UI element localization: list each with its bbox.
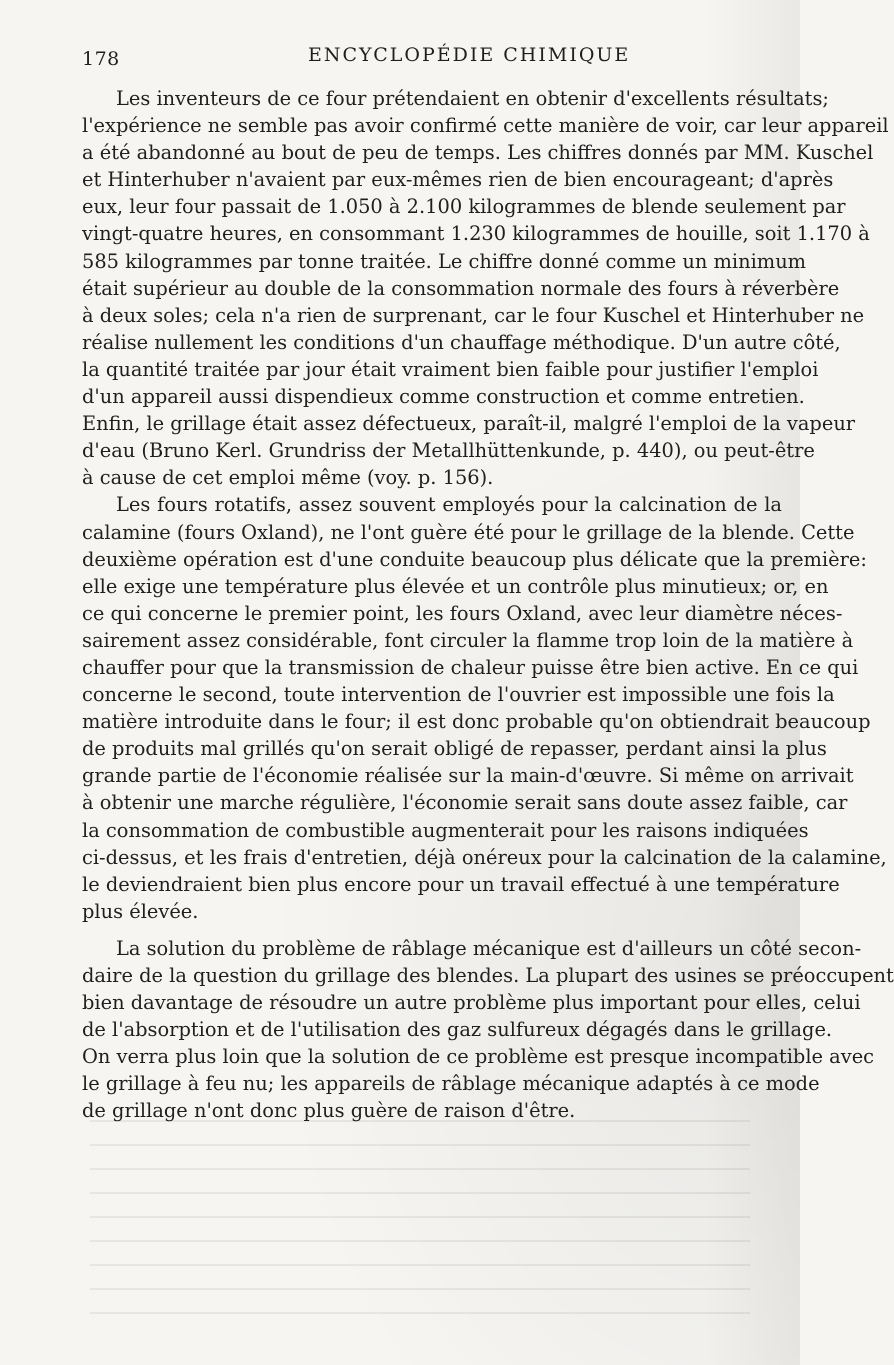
- body-text: [82, 85, 894, 1125]
- text-line: vingt-quatre heures, en consommant 1.230 kilogrammes de houille, soit 1.170 à: [82, 222, 870, 246]
- text-line: le deviendraient bien plus encore pour un travail effectué à une température: [82, 872, 840, 896]
- text-line: ce qui concerne le premier point, les fours Oxland, avec leur diamètre néces-: [82, 601, 843, 625]
- bleed-through-texture: [90, 1120, 750, 1320]
- page-header: [82, 44, 760, 74]
- text-line: d'un appareil aussi dispendieux comme construction et comme entretien.: [82, 385, 805, 409]
- text-line: d'eau (Bruno Kerl. Grundriss der Metallhüttenkunde, p. 440), ou peut-être: [82, 439, 815, 463]
- paragraph-3: [82, 935, 894, 1125]
- text-line: deuxième opération est d'une conduite beaucoup plus délicate que la première:: [82, 547, 867, 571]
- text-line: elle exige une température plus élevée et un contrôle plus minutieux; or, en: [82, 574, 829, 598]
- paragraph-1: [82, 85, 889, 491]
- text-line: la quantité traitée par jour était vraiment bien faible pour justifier l'emploi: [82, 357, 819, 381]
- text-line: à cause de cet emploi même (voy. p. 156).: [82, 466, 494, 490]
- text-line: à deux soles; cela n'a rien de surprenant, car le four Kuschel et Hinterhuber ne: [82, 303, 865, 327]
- text-line: la consommation de combustible augmenterait pour les raisons indiquées: [82, 818, 809, 842]
- text-line: de grillage n'ont donc plus guère de raison d'être.: [82, 1099, 576, 1123]
- text-line: Les inventeurs de ce four prétendaient en obtenir d'excellents résultats;: [116, 87, 829, 110]
- text-line: plus élevée.: [82, 899, 199, 923]
- text-line: était supérieur au double de la consommation normale des fours à réverbère: [82, 276, 840, 300]
- text-line: daire de la question du grillage des blendes. La plupart des usines se préoccupent: [82, 964, 894, 987]
- text-line: matière introduite dans le four; il est donc probable qu'on obtiendrait beaucoup: [82, 710, 871, 734]
- text-line: de l'absorption et de l'utilisation des gaz sulfureux dégagés dans le grillage.: [82, 1018, 833, 1042]
- text-line: réalise nullement les conditions d'un chauffage méthodique. D'un autre côté,: [82, 330, 841, 354]
- text-line: concerne le second, toute intervention de l'ouvrier est impossible une fois la: [82, 683, 835, 707]
- text-line: à obtenir une marche régulière, l'économie serait sans doute assez faible, car: [82, 791, 848, 815]
- text-line: 585 kilogrammes par tonne traitée. Le chiffre donné comme un minimum: [82, 249, 807, 273]
- text-line: le grillage à feu nu; les appareils de râblage mécanique adaptés à ce mode: [82, 1072, 820, 1096]
- text-line: grande partie de l'économie réalisée sur la main-d'œuvre. Si même on arrivait: [82, 764, 854, 788]
- text-line: a été abandonné au bout de peu de temps. Les chiffres donnés par MM. Kuschel: [82, 141, 874, 165]
- text-line: On verra plus loin que la solution de ce problème est presque incompatible avec: [82, 1045, 875, 1069]
- text-line: Les fours rotatifs, assez souvent employés pour la calcination de la: [116, 493, 782, 517]
- text-line: bien davantage de résoudre un autre problème plus important pour elles, celui: [82, 991, 861, 1015]
- paragraph-2: [82, 491, 887, 925]
- text-line: de produits mal grillés qu'on serait obligé de repasser, perdant ainsi la plus: [82, 737, 827, 761]
- text-line: et Hinterhuber n'avaient par eux-mêmes rien de bien encourageant; d'après: [82, 168, 834, 192]
- text-line: Enfin, le grillage était assez défectueux, paraît-il, malgré l'emploi de la vapeur: [82, 412, 856, 436]
- text-line: eux, leur four passait de 1.050 à 2.100 kilogrammes de blende seulement par: [82, 195, 846, 219]
- text-line: sairement assez considérable, font circuler la flamme trop loin de la matière à: [82, 628, 854, 652]
- text-line: calamine (fours Oxland), ne l'ont guère été pour le grillage de la blende. Cette: [82, 520, 855, 544]
- running-title: ENCYCLOPÉDIE CHIMIQUE: [308, 44, 631, 66]
- text-line: l'expérience ne semble pas avoir confirmé cette manière de voir, car leur appareil: [82, 114, 889, 138]
- page-number: 178: [82, 48, 120, 70]
- text-line: ci-dessus, et les frais d'entretien, déjà onéreux pour la calcination de la calamine,: [82, 845, 887, 869]
- paragraph-gap: [82, 925, 782, 935]
- text-line: chauffer pour que la transmission de chaleur puisse être bien active. En ce qui: [82, 655, 859, 679]
- text-line: La solution du problème de râblage mécanique est d'ailleurs un côté secon-: [116, 936, 862, 960]
